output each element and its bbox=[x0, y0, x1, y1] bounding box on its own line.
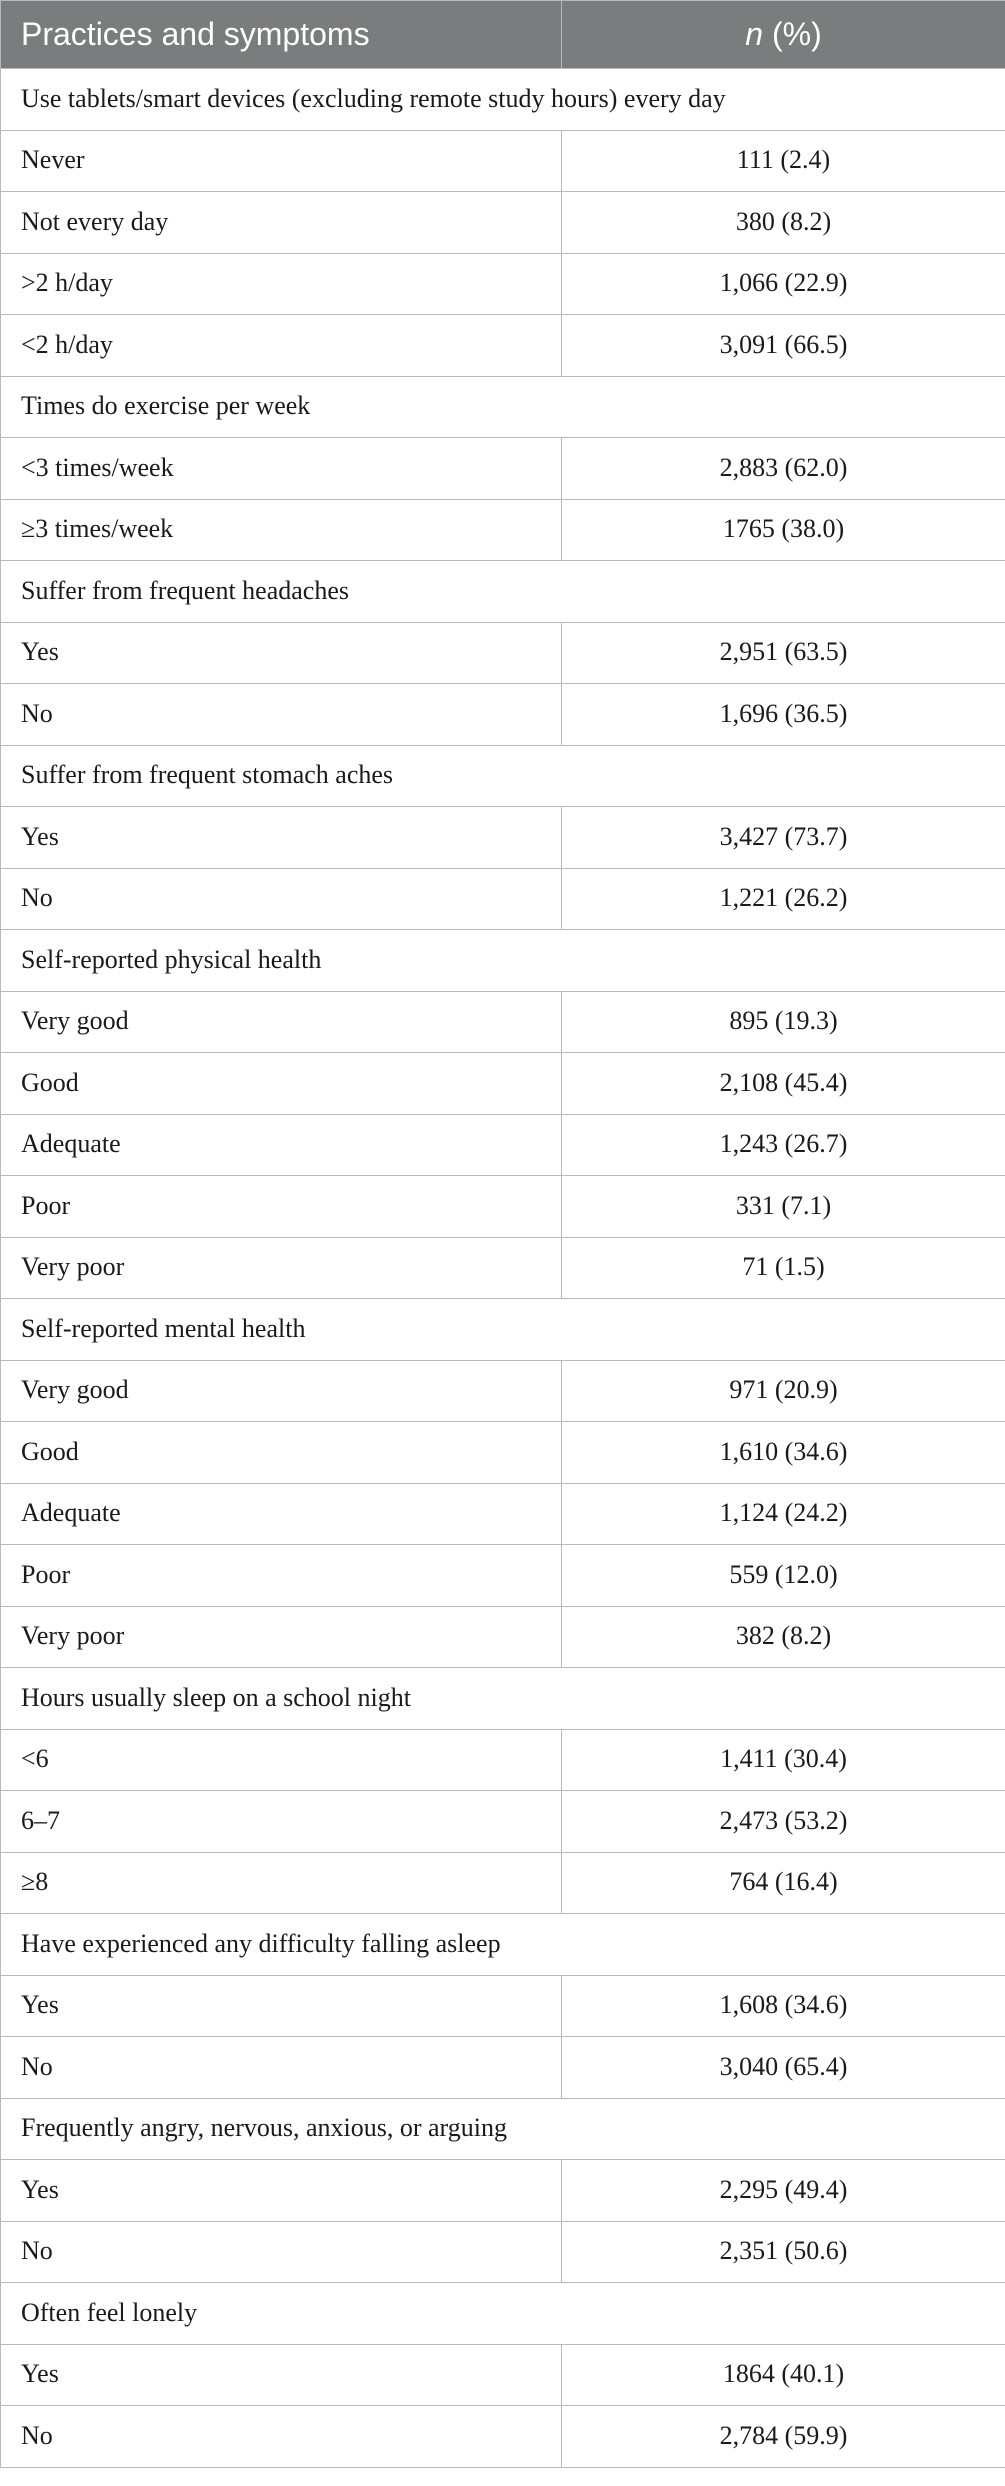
row-label: Very good bbox=[1, 991, 562, 1053]
row-value: 2,473 (53.2) bbox=[562, 1791, 1005, 1853]
row-value: 1864 (40.1) bbox=[562, 2344, 1005, 2406]
row-label: >2 h/day bbox=[1, 253, 562, 315]
row-value: 3,427 (73.7) bbox=[562, 807, 1005, 869]
section-title: Times do exercise per week bbox=[1, 376, 1005, 438]
row-label: Yes bbox=[1, 2160, 562, 2222]
row-label: Good bbox=[1, 1053, 562, 1115]
row-label: <2 h/day bbox=[1, 315, 562, 377]
row-value: 1,696 (36.5) bbox=[562, 684, 1005, 746]
row-label: No bbox=[1, 868, 562, 930]
table-row bbox=[1, 1360, 1005, 1422]
row-value: 1,411 (30.4) bbox=[562, 1729, 1005, 1791]
row-label: Poor bbox=[1, 1176, 562, 1238]
table-row bbox=[1, 1791, 1005, 1853]
table-row bbox=[1, 1606, 1005, 1668]
table-row bbox=[1, 622, 1005, 684]
row-label: Very poor bbox=[1, 1606, 562, 1668]
table-row bbox=[1, 438, 1005, 500]
row-value: 1,221 (26.2) bbox=[562, 868, 1005, 930]
table-row bbox=[1, 2406, 1005, 2468]
row-label: ≥3 times/week bbox=[1, 499, 562, 561]
row-value: 71 (1.5) bbox=[562, 1237, 1005, 1299]
table-row bbox=[1, 1237, 1005, 1299]
row-label: Adequate bbox=[1, 1483, 562, 1545]
section-title: Hours usually sleep on a school night bbox=[1, 1668, 1005, 1730]
section-row bbox=[1, 930, 1005, 992]
row-value: 2,883 (62.0) bbox=[562, 438, 1005, 500]
section-title: Often feel lonely bbox=[1, 2283, 1005, 2345]
row-value: 559 (12.0) bbox=[562, 1545, 1005, 1607]
section-title: Self-reported physical health bbox=[1, 930, 1005, 992]
row-label: Yes bbox=[1, 807, 562, 869]
row-value: 2,108 (45.4) bbox=[562, 1053, 1005, 1115]
table-row bbox=[1, 192, 1005, 254]
table-row bbox=[1, 1483, 1005, 1545]
row-value: 2,351 (50.6) bbox=[562, 2221, 1005, 2283]
row-value: 1,610 (34.6) bbox=[562, 1422, 1005, 1484]
row-value: 895 (19.3) bbox=[562, 991, 1005, 1053]
table-row bbox=[1, 253, 1005, 315]
section-row bbox=[1, 69, 1005, 131]
table-row bbox=[1, 2221, 1005, 2283]
table-row bbox=[1, 1729, 1005, 1791]
section-title: Use tablets/smart devices (excluding remote study hours) every day bbox=[1, 69, 1005, 131]
table-row bbox=[1, 2160, 1005, 2222]
header-percent-label: (%) bbox=[763, 16, 822, 52]
table-row bbox=[1, 991, 1005, 1053]
table-row bbox=[1, 499, 1005, 561]
row-label: No bbox=[1, 684, 562, 746]
header-practices-and-symptoms: Practices and symptoms bbox=[1, 1, 562, 69]
row-value: 1765 (38.0) bbox=[562, 499, 1005, 561]
row-value: 2,784 (59.9) bbox=[562, 2406, 1005, 2468]
table-row bbox=[1, 1422, 1005, 1484]
section-row bbox=[1, 561, 1005, 623]
row-value: 2,295 (49.4) bbox=[562, 2160, 1005, 2222]
section-row bbox=[1, 1914, 1005, 1976]
section-row bbox=[1, 1668, 1005, 1730]
table-row bbox=[1, 807, 1005, 869]
row-value: 1,243 (26.7) bbox=[562, 1114, 1005, 1176]
row-value: 380 (8.2) bbox=[562, 192, 1005, 254]
row-value: 1,066 (22.9) bbox=[562, 253, 1005, 315]
table-row bbox=[1, 1114, 1005, 1176]
table-row bbox=[1, 1053, 1005, 1115]
row-label: Never bbox=[1, 130, 562, 192]
table-row bbox=[1, 1975, 1005, 2037]
table-row bbox=[1, 315, 1005, 377]
row-label: Not every day bbox=[1, 192, 562, 254]
section-title: Suffer from frequent stomach aches bbox=[1, 745, 1005, 807]
table-row bbox=[1, 1852, 1005, 1914]
row-label: <3 times/week bbox=[1, 438, 562, 500]
row-value: 382 (8.2) bbox=[562, 1606, 1005, 1668]
row-value: 111 (2.4) bbox=[562, 130, 1005, 192]
row-value: 3,040 (65.4) bbox=[562, 2037, 1005, 2099]
row-label: Adequate bbox=[1, 1114, 562, 1176]
table-row bbox=[1, 868, 1005, 930]
table-row bbox=[1, 130, 1005, 192]
row-label: ≥8 bbox=[1, 1852, 562, 1914]
table-header-row bbox=[1, 1, 1005, 69]
table-row bbox=[1, 2037, 1005, 2099]
table-body bbox=[1, 69, 1005, 2468]
row-label: Poor bbox=[1, 1545, 562, 1607]
header-n-percent bbox=[562, 1, 1005, 69]
table-row bbox=[1, 2344, 1005, 2406]
table-row bbox=[1, 1545, 1005, 1607]
section-title: Frequently angry, nervous, anxious, or arguing bbox=[1, 2098, 1005, 2160]
row-label: No bbox=[1, 2406, 562, 2468]
row-label: No bbox=[1, 2037, 562, 2099]
row-label: Good bbox=[1, 1422, 562, 1484]
row-value: 764 (16.4) bbox=[562, 1852, 1005, 1914]
header-n-italic: n bbox=[745, 16, 764, 52]
row-label: No bbox=[1, 2221, 562, 2283]
table-row bbox=[1, 684, 1005, 746]
section-row bbox=[1, 745, 1005, 807]
section-title: Suffer from frequent headaches bbox=[1, 561, 1005, 623]
row-value: 331 (7.1) bbox=[562, 1176, 1005, 1238]
section-title: Have experienced any difficulty falling asleep bbox=[1, 1914, 1005, 1976]
row-value: 2,951 (63.5) bbox=[562, 622, 1005, 684]
section-row bbox=[1, 376, 1005, 438]
section-title: Self-reported mental health bbox=[1, 1299, 1005, 1361]
row-value: 971 (20.9) bbox=[562, 1360, 1005, 1422]
row-label: 6–7 bbox=[1, 1791, 562, 1853]
row-label: Yes bbox=[1, 2344, 562, 2406]
row-label: Very good bbox=[1, 1360, 562, 1422]
section-row bbox=[1, 2098, 1005, 2160]
table-row bbox=[1, 1176, 1005, 1238]
section-row bbox=[1, 1299, 1005, 1361]
row-label: Very poor bbox=[1, 1237, 562, 1299]
row-label: <6 bbox=[1, 1729, 562, 1791]
row-value: 1,608 (34.6) bbox=[562, 1975, 1005, 2037]
row-value: 1,124 (24.2) bbox=[562, 1483, 1005, 1545]
row-label: Yes bbox=[1, 622, 562, 684]
row-label: Yes bbox=[1, 1975, 562, 2037]
section-row bbox=[1, 2283, 1005, 2345]
row-value: 3,091 (66.5) bbox=[562, 315, 1005, 377]
